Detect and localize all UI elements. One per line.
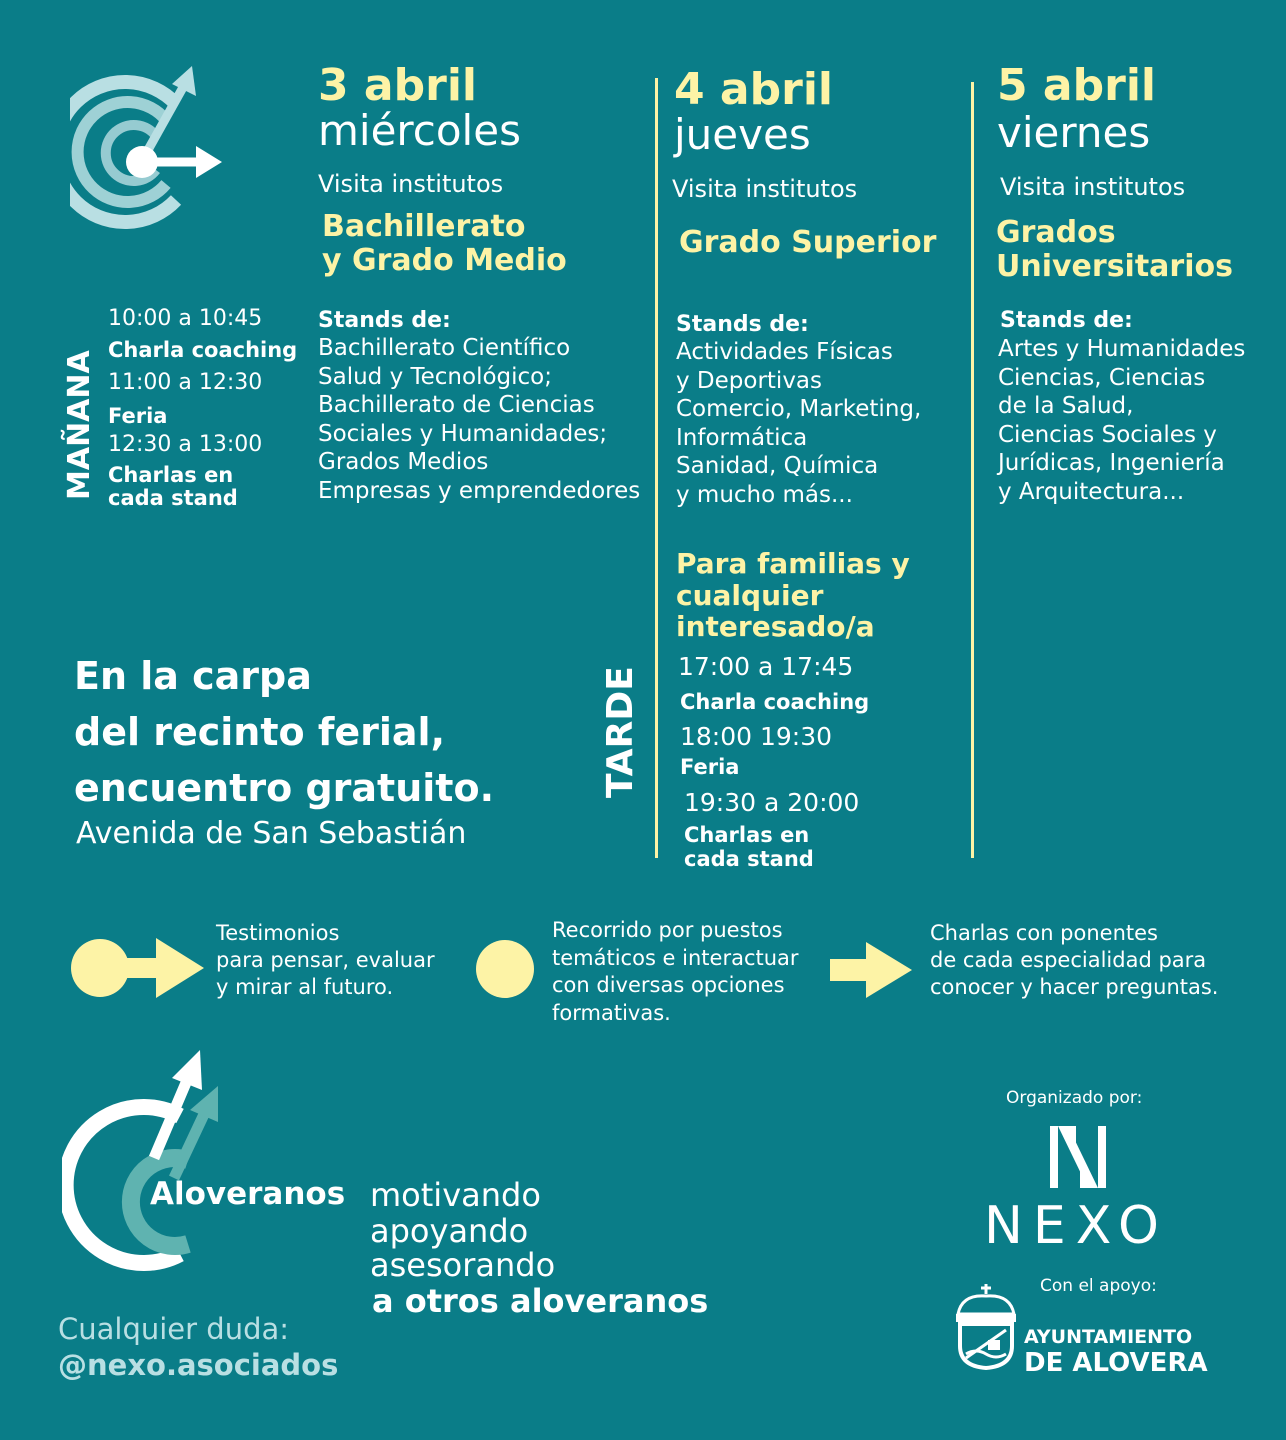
feature3-line: Charlas con ponentes — [930, 921, 1158, 945]
afternoon-label: TARDE — [600, 666, 641, 798]
afternoon-slot1-time: 17:00 a 17:45 — [678, 652, 854, 681]
afternoon-slot1-activity: Charla coaching — [680, 690, 870, 714]
afternoon-slot3-activity-line1: Charlas en — [684, 823, 810, 847]
nexo-n-logo-icon — [1046, 1126, 1110, 1188]
circle-arrow-icon — [70, 936, 205, 1000]
feature2-line: Recorrido por puestos — [552, 918, 783, 942]
list-item: Grados Medios — [318, 449, 489, 476]
afternoon-slot3-time: 19:30 a 20:00 — [684, 788, 860, 817]
afternoon-heading-line2: cualquier — [676, 579, 824, 612]
day1-level-line1: Bachillerato — [322, 209, 526, 244]
feature2-text — [552, 917, 799, 1027]
afternoon-heading-line1: Para familias y — [676, 547, 910, 580]
morning-slot1-activity: Charla coaching — [108, 338, 298, 362]
list-item: Comercio, Marketing, — [676, 396, 922, 423]
list-item: Empresas y emprendedores — [318, 477, 641, 504]
day2-visit: Visita institutos — [672, 175, 858, 203]
afternoon-heading-line3: interesado/a — [676, 610, 875, 643]
venue-line3: encuentro gratuito. — [74, 766, 495, 810]
day1-visit: Visita institutos — [318, 170, 504, 198]
support-label: Con el apoyo: — [1040, 1276, 1157, 1296]
feature3-line: de cada especialidad para — [930, 948, 1207, 972]
venue-line2: del recinto ferial, — [74, 710, 446, 754]
feature3-line: conocer y hacer preguntas. — [930, 975, 1219, 999]
list-item: Ciencias, Ciencias — [998, 364, 1206, 391]
list-item: de la Salud, — [998, 393, 1134, 420]
day3-level-line2: Universitarios — [996, 249, 1233, 284]
feature1-line: y mirar al futuro. — [216, 975, 394, 999]
list-item: y Deportivas — [676, 367, 823, 394]
column-divider — [971, 82, 974, 858]
list-item: Informática — [676, 424, 808, 451]
day2-date: 4 abril — [674, 64, 833, 115]
slogan-closing: a otros aloveranos — [372, 1282, 709, 1320]
arrow-icon — [830, 942, 912, 998]
feature1-line: para pensar, evaluar — [216, 948, 435, 972]
list-item: Sociales y Humanidades; — [318, 420, 608, 447]
aloveranos-swirl-logo-icon — [62, 1048, 232, 1288]
feature1-text — [216, 920, 435, 1001]
day1-level-line2: y Grado Medio — [322, 243, 567, 278]
day1-stands-list — [318, 334, 640, 506]
day2-stands-list — [676, 338, 921, 510]
list-item: Jurídicas, Ingeniería — [998, 450, 1225, 477]
list-item: Sanidad, Química — [676, 453, 879, 480]
list-item: Artes y Humanidades — [998, 336, 1246, 362]
day1-date: 3 abril — [318, 60, 477, 111]
list-item: Ciencias Sociales y — [998, 421, 1217, 448]
list-item: Bachillerato de Ciencias — [318, 392, 595, 419]
morning-slot2-time: 11:00 a 12:30 — [108, 370, 263, 395]
feature1-line: Testimonios — [216, 921, 340, 945]
list-item: Salud y Tecnológico; — [318, 363, 552, 390]
day3-weekday: viernes — [997, 108, 1151, 157]
slogan-brand: Aloveranos — [150, 1176, 346, 1212]
support-name-line2: DE ALOVERA — [1024, 1348, 1208, 1378]
day3-stands-list — [998, 335, 1245, 507]
contact-label: Cualquier duda: — [58, 1312, 290, 1346]
feature2-line: con diversas opciones — [552, 973, 785, 997]
venue-address: Avenida de San Sebastián — [76, 816, 467, 851]
afternoon-slot2-time: 18:00 19:30 — [680, 722, 833, 751]
afternoon-slot2-activity: Feria — [680, 755, 740, 779]
afternoon-slot3-activity-line2: cada stand — [684, 847, 814, 871]
morning-slot1-time: 10:00 a 10:45 — [108, 306, 263, 331]
venue-line1: En la carpa — [74, 654, 312, 698]
morning-slot3-time: 12:30 a 13:00 — [108, 432, 263, 457]
list-item: y mucho más... — [676, 481, 853, 508]
feature3-text — [930, 920, 1218, 1001]
organizer-logo-text: NEXO — [984, 1196, 1169, 1256]
feature2-line: formativas. — [552, 1000, 671, 1025]
day3-date: 5 abril — [997, 60, 1156, 111]
list-item: Actividades Físicas — [676, 339, 893, 365]
slogan-verb2: apoyando — [370, 1212, 529, 1250]
day2-level-line1: Grado Superior — [679, 225, 937, 260]
support-name-line1: AYUNTAMIENTO — [1024, 1326, 1193, 1348]
morning-label: MAÑANA — [62, 350, 97, 500]
nexo-swirl-logo-icon — [70, 60, 230, 230]
column-divider — [655, 78, 658, 858]
day1-weekday: miércoles — [318, 106, 521, 155]
feature2-line: temáticos e interactuar — [552, 945, 799, 970]
day2-stands-heading: Stands de: — [676, 312, 809, 337]
organizer-label: Organizado por: — [1006, 1088, 1143, 1108]
morning-slot3-activity-line2: cada stand — [108, 486, 238, 510]
day3-level-line1: Grados — [996, 215, 1116, 250]
morning-slot2-activity: Feria — [108, 404, 168, 428]
contact-handle: @nexo.asociados — [58, 1348, 339, 1382]
alovera-coat-of-arms-icon — [952, 1284, 1020, 1370]
morning-slot3-activity-line1: Charlas en — [108, 463, 234, 487]
slogan-verb1: motivando — [370, 1176, 541, 1214]
day2-weekday: jueves — [674, 110, 811, 159]
day3-visit: Visita institutos — [1000, 173, 1186, 201]
slogan-verb3: asesorando — [370, 1246, 556, 1284]
list-item: Bachillerato Científico — [318, 335, 571, 361]
list-item: y Arquitectura... — [998, 478, 1185, 505]
day1-stands-heading: Stands de: — [318, 308, 451, 333]
circle-icon — [474, 938, 536, 1000]
day3-stands-heading: Stands de: — [1000, 308, 1133, 333]
